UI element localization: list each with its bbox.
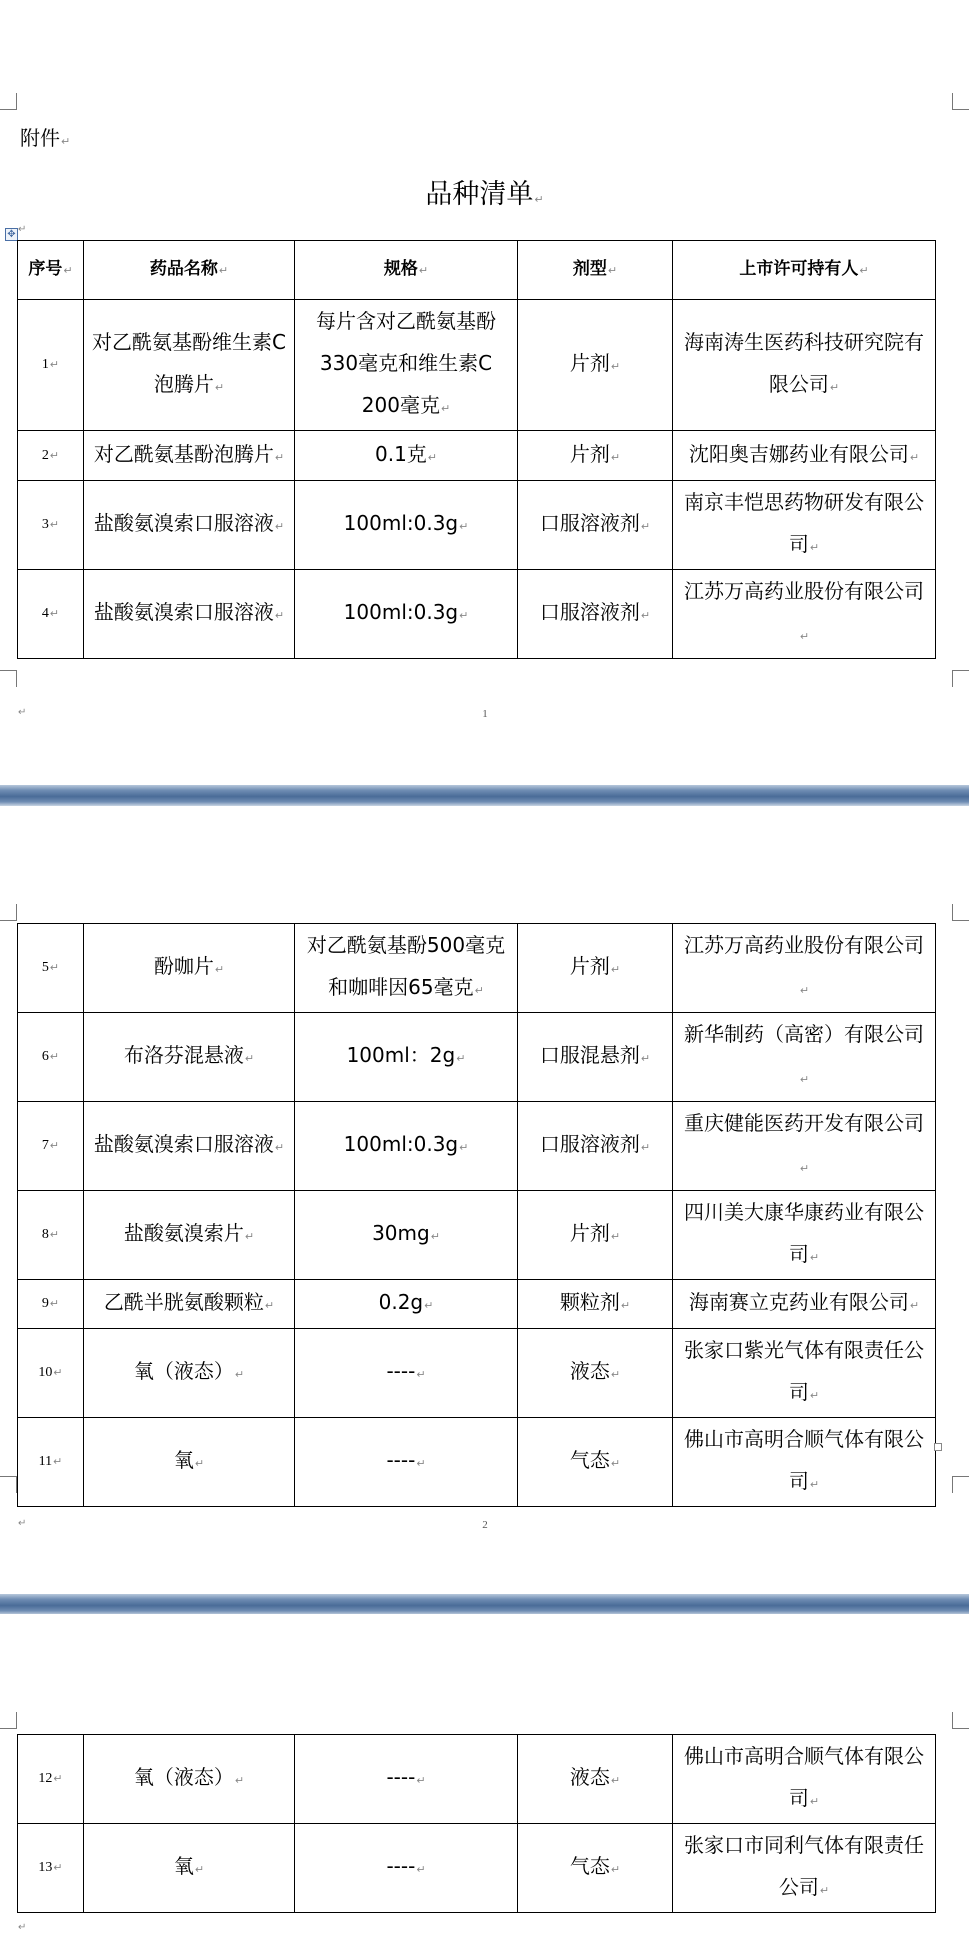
cell-spec: 0.1克↵ bbox=[295, 431, 518, 481]
cell-name: 酚咖片↵ bbox=[84, 924, 295, 1013]
cell-spec: ----↵ bbox=[295, 1735, 518, 1824]
table-resize-handle[interactable] bbox=[934, 1443, 942, 1451]
margin-mark bbox=[952, 93, 969, 110]
header-seq: 序号↵ bbox=[18, 241, 84, 300]
paragraph-mark: ↵ bbox=[18, 707, 27, 718]
cell-name: 氧（液态）↵ bbox=[84, 1735, 295, 1824]
cell-no: 8↵ bbox=[18, 1191, 84, 1280]
margin-mark bbox=[0, 1712, 17, 1729]
paragraph-mark: ↵ bbox=[18, 224, 27, 235]
table-row bbox=[18, 1280, 936, 1329]
cell-holder: 新华制药（高密）有限公司↵ bbox=[673, 1013, 936, 1102]
page-number: 1 bbox=[482, 708, 488, 720]
variety-table-page-1 bbox=[17, 240, 936, 659]
cell-no: 1↵ bbox=[18, 300, 84, 431]
cell-no: 7↵ bbox=[18, 1102, 84, 1191]
table-move-handle-icon[interactable]: ✥ bbox=[5, 228, 18, 241]
cell-name: 氧↵ bbox=[84, 1418, 295, 1507]
margin-mark bbox=[0, 670, 17, 687]
cell-no: 12↵ bbox=[18, 1735, 84, 1824]
table-row bbox=[18, 1824, 936, 1913]
cell-form: 口服溶液剂↵ bbox=[518, 481, 673, 570]
header-spec: 规格↵ bbox=[295, 241, 518, 300]
cell-form: 片剂↵ bbox=[518, 924, 673, 1013]
table-row bbox=[18, 1735, 936, 1824]
cell-name: 盐酸氨溴索口服溶液↵ bbox=[84, 570, 295, 659]
paragraph-mark: ↵ bbox=[18, 1922, 27, 1933]
cell-name: 氧（液态）↵ bbox=[84, 1329, 295, 1418]
document-page-2 bbox=[0, 806, 969, 1594]
document-page-1 bbox=[0, 0, 969, 785]
table-row bbox=[18, 1329, 936, 1418]
margin-mark bbox=[952, 1712, 969, 1729]
cell-no: 3↵ bbox=[18, 481, 84, 570]
cell-spec: 100ml:0.3g↵ bbox=[295, 570, 518, 659]
variety-table-page-2 bbox=[17, 923, 936, 1507]
table-row bbox=[18, 431, 936, 481]
header-name: 药品名称↵ bbox=[84, 241, 295, 300]
cell-form: 口服混悬剂↵ bbox=[518, 1013, 673, 1102]
cell-holder: 海南涛生医药科技研究院有限公司↵ bbox=[673, 300, 936, 431]
margin-mark bbox=[952, 1476, 969, 1493]
table-row bbox=[18, 481, 936, 570]
cell-spec: ----↵ bbox=[295, 1329, 518, 1418]
cell-holder: 南京丰恺思药物研发有限公司↵ bbox=[673, 481, 936, 570]
cell-name: 乙酰半胱氨酸颗粒↵ bbox=[84, 1280, 295, 1329]
page-title: 品种清单↵ bbox=[425, 179, 544, 210]
cell-spec: 30mg↵ bbox=[295, 1191, 518, 1280]
cell-holder: 张家口紫光气体有限责任公司↵ bbox=[673, 1329, 936, 1418]
cell-form: 液态↵ bbox=[518, 1735, 673, 1824]
cell-holder: 沈阳奥吉娜药业有限公司↵ bbox=[673, 431, 936, 481]
table-row bbox=[18, 924, 936, 1013]
page-separator bbox=[0, 1594, 969, 1615]
cell-holder: 四川美大康华康药业有限公司↵ bbox=[673, 1191, 936, 1280]
cell-form: 片剂↵ bbox=[518, 300, 673, 431]
cell-spec: 0.2g↵ bbox=[295, 1280, 518, 1329]
paragraph-mark: ↵ bbox=[18, 1518, 27, 1529]
cell-holder: 佛山市高明合顺气体有限公司↵ bbox=[673, 1735, 936, 1824]
document-page-3 bbox=[0, 1614, 969, 1943]
cell-name: 氧↵ bbox=[84, 1824, 295, 1913]
cell-holder: 江苏万高药业股份有限公司↵ bbox=[673, 924, 936, 1013]
cell-holder: 佛山市高明合顺气体有限公司↵ bbox=[673, 1418, 936, 1507]
cell-form: 片剂↵ bbox=[518, 1191, 673, 1280]
cell-spec: ----↵ bbox=[295, 1418, 518, 1507]
table-header-row bbox=[18, 241, 936, 300]
cell-no: 4↵ bbox=[18, 570, 84, 659]
cell-no: 2↵ bbox=[18, 431, 84, 481]
margin-mark bbox=[0, 904, 17, 921]
cell-spec: 100ml:0.3g↵ bbox=[295, 481, 518, 570]
cell-holder: 重庆健能医药开发有限公司↵ bbox=[673, 1102, 936, 1191]
cell-form: 颗粒剂↵ bbox=[518, 1280, 673, 1329]
cell-name: 对乙酰氨基酚泡腾片↵ bbox=[84, 431, 295, 481]
table-row bbox=[18, 1013, 936, 1102]
attachment-label: 附件↵ bbox=[20, 126, 71, 150]
cell-form: 液态↵ bbox=[518, 1329, 673, 1418]
cell-no: 13↵ bbox=[18, 1824, 84, 1913]
cell-name: 盐酸氨溴索口服溶液↵ bbox=[84, 481, 295, 570]
margin-mark bbox=[952, 904, 969, 921]
cell-no: 5↵ bbox=[18, 924, 84, 1013]
page-number: 2 bbox=[482, 1519, 488, 1531]
table-row bbox=[18, 300, 936, 431]
cell-holder: 江苏万高药业股份有限公司↵ bbox=[673, 570, 936, 659]
header-form: 剂型↵ bbox=[518, 241, 673, 300]
table-row bbox=[18, 1191, 936, 1280]
table-row bbox=[18, 570, 936, 659]
cell-holder: 张家口市同利气体有限责任公司↵ bbox=[673, 1824, 936, 1913]
cell-form: 片剂↵ bbox=[518, 431, 673, 481]
margin-mark bbox=[952, 670, 969, 687]
cell-form: 口服溶液剂↵ bbox=[518, 570, 673, 659]
page-separator bbox=[0, 785, 969, 806]
cell-spec: 对乙酰氨基酚500毫克和咖啡因65毫克↵ bbox=[295, 924, 518, 1013]
cell-spec: 100ml：2g↵ bbox=[295, 1013, 518, 1102]
cell-name: 布洛芬混悬液↵ bbox=[84, 1013, 295, 1102]
cell-spec: 100ml:0.3g↵ bbox=[295, 1102, 518, 1191]
margin-mark bbox=[0, 1476, 17, 1493]
cell-no: 6↵ bbox=[18, 1013, 84, 1102]
cell-no: 9↵ bbox=[18, 1280, 84, 1329]
header-holder: 上市许可持有人↵ bbox=[673, 241, 936, 300]
variety-table-page-3 bbox=[17, 1734, 936, 1913]
cell-form: 气态↵ bbox=[518, 1418, 673, 1507]
cell-no: 10↵ bbox=[18, 1329, 84, 1418]
cell-spec: 每片含对乙酰氨基酚330毫克和维生素C 200毫克↵ bbox=[295, 300, 518, 431]
cell-spec: ----↵ bbox=[295, 1824, 518, 1913]
cell-form: 气态↵ bbox=[518, 1824, 673, 1913]
cell-holder: 海南赛立克药业有限公司↵ bbox=[673, 1280, 936, 1329]
cell-name: 盐酸氨溴索口服溶液↵ bbox=[84, 1102, 295, 1191]
cell-name: 对乙酰氨基酚维生素C泡腾片↵ bbox=[84, 300, 295, 431]
cell-name: 盐酸氨溴索片↵ bbox=[84, 1191, 295, 1280]
margin-mark bbox=[0, 93, 17, 110]
cell-form: 口服溶液剂↵ bbox=[518, 1102, 673, 1191]
cell-no: 11↵ bbox=[18, 1418, 84, 1507]
table-row bbox=[18, 1418, 936, 1507]
table-row bbox=[18, 1102, 936, 1191]
